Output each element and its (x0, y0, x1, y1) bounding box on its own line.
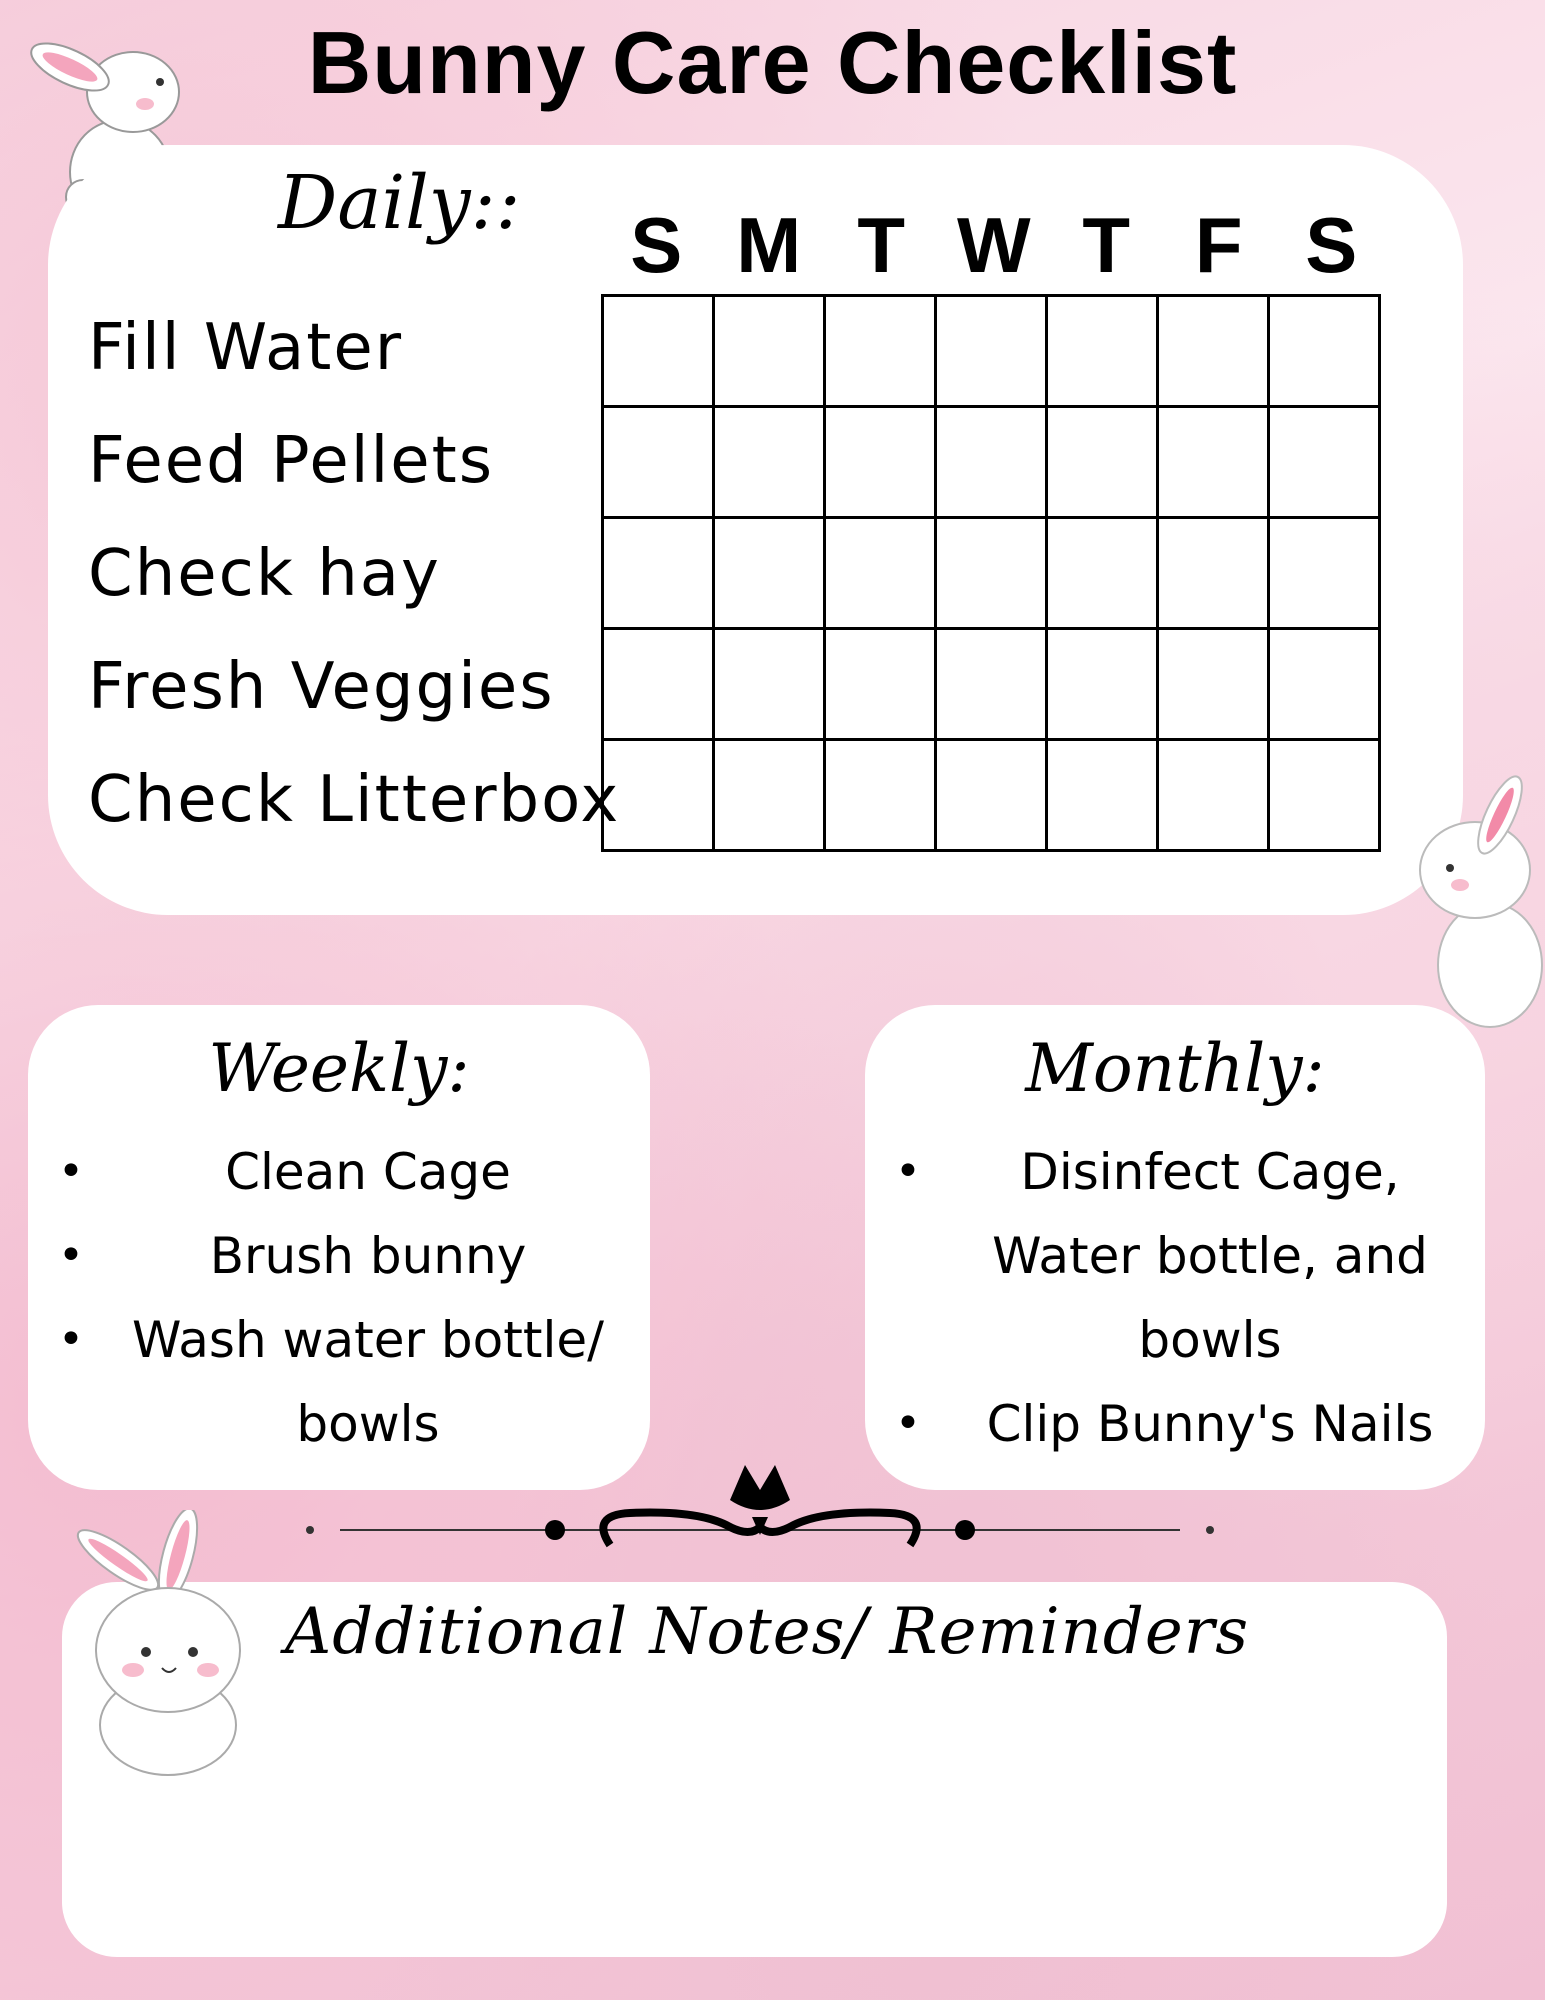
bullet-icon: • (58, 1146, 84, 1197)
check-cell[interactable] (714, 407, 825, 518)
day-label: M (736, 201, 802, 289)
check-cell[interactable] (1047, 296, 1158, 407)
weekday-header (600, 200, 1390, 291)
monthly-task: Clip Bunny's Nails (986, 1395, 1434, 1453)
bullet-icon: • (895, 1146, 921, 1197)
check-cell[interactable] (1047, 629, 1158, 740)
check-cell[interactable] (1269, 740, 1380, 851)
check-cell[interactable] (1158, 629, 1269, 740)
bullet-icon: • (58, 1230, 84, 1281)
day-label: T (857, 201, 906, 289)
check-cell[interactable] (1158, 518, 1269, 629)
check-cell[interactable] (936, 407, 1047, 518)
weekly-heading: Weekly: (208, 1030, 470, 1107)
check-cell[interactable] (1158, 740, 1269, 851)
check-cell[interactable] (714, 518, 825, 629)
bunny-right-icon (1405, 770, 1545, 1035)
check-cell[interactable] (936, 296, 1047, 407)
list-item (58, 1130, 618, 1214)
check-cell[interactable] (1047, 740, 1158, 851)
check-cell[interactable] (714, 296, 825, 407)
page-title: Bunny Care Checklist (307, 13, 1238, 112)
check-cell[interactable] (1269, 407, 1380, 518)
monthly-task: Disinfect Cage, Water bottle, and bowls (992, 1143, 1428, 1369)
day-label: W (956, 201, 1031, 289)
check-cell[interactable] (1269, 296, 1380, 407)
grid-row (603, 296, 1380, 407)
check-cell[interactable] (603, 296, 714, 407)
bunny-notes-icon (28, 1510, 258, 1780)
daily-task: Check hay (88, 537, 441, 611)
check-cell[interactable] (936, 629, 1047, 740)
notes-heading: Additional Notes/ Reminders (285, 1595, 1250, 1669)
daily-task: Fill Water (88, 311, 404, 385)
daily-checkbox-grid (601, 294, 1381, 852)
check-cell[interactable] (825, 407, 936, 518)
list-item (895, 1382, 1455, 1466)
daily-task-list (88, 298, 620, 863)
check-cell[interactable] (714, 629, 825, 740)
monthly-heading: Monthly: (1025, 1030, 1325, 1107)
check-cell[interactable] (603, 518, 714, 629)
list-item (58, 1214, 618, 1298)
day-label: S (1305, 201, 1358, 289)
check-cell[interactable] (825, 629, 936, 740)
ornamental-divider-icon (280, 1455, 1240, 1565)
weekly-task: Brush bunny (209, 1227, 527, 1285)
check-cell[interactable] (603, 629, 714, 740)
check-cell[interactable] (1158, 407, 1269, 518)
day-label: F (1194, 201, 1243, 289)
day-label: S (630, 201, 683, 289)
grid-row (603, 629, 1380, 740)
weekly-task: Wash water bottle/ bowls (132, 1311, 604, 1453)
check-cell[interactable] (825, 296, 936, 407)
weekly-task: Clean Cage (225, 1143, 511, 1201)
list-item (58, 1298, 618, 1466)
list-item (895, 1130, 1455, 1382)
grid-row (603, 740, 1380, 851)
check-cell[interactable] (825, 518, 936, 629)
check-cell[interactable] (603, 407, 714, 518)
daily-task: Feed Pellets (88, 424, 495, 498)
check-cell[interactable] (936, 518, 1047, 629)
check-cell[interactable] (1269, 518, 1380, 629)
check-cell[interactable] (1158, 296, 1269, 407)
grid-row (603, 407, 1380, 518)
check-cell[interactable] (714, 740, 825, 851)
daily-task: Fresh Veggies (88, 650, 555, 724)
daily-task: Check Litterbox (88, 763, 621, 837)
weekly-task-list (58, 1130, 618, 1466)
day-label: T (1082, 201, 1131, 289)
bullet-icon: • (895, 1398, 921, 1449)
bullet-icon: • (58, 1314, 84, 1365)
check-cell[interactable] (936, 740, 1047, 851)
check-cell[interactable] (603, 740, 714, 851)
grid-row (603, 518, 1380, 629)
daily-heading: Daily:: (278, 160, 521, 246)
check-cell[interactable] (1269, 629, 1380, 740)
monthly-task-list (895, 1130, 1455, 1466)
check-cell[interactable] (1047, 407, 1158, 518)
check-cell[interactable] (1047, 518, 1158, 629)
check-cell[interactable] (825, 740, 936, 851)
